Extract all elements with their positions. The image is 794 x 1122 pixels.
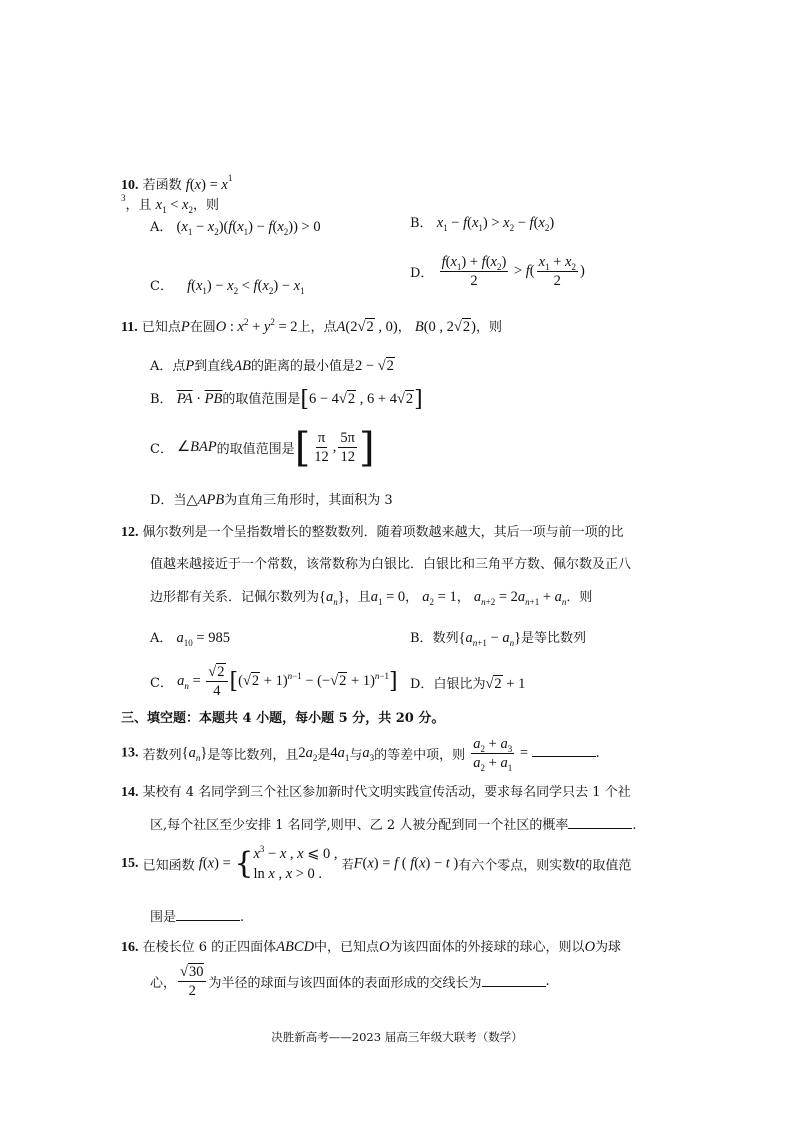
q12-option-d[interactable]: D．白银比为√2 + 1 bbox=[410, 676, 526, 692]
question-16-line2: 心， $\frac{√30}{2}$ 为半径的球面与该四面体的表面形成的交线长为 . bbox=[150, 964, 550, 999]
question-12-line1: 12. 佩尔数列是一个呈指数增长的整数数列．随着项数越来越大，其后一项与前一项的比 bbox=[121, 525, 624, 540]
q11-option-a[interactable]: A．点P到直线AB的距离的最小值是2 − √2 bbox=[150, 358, 394, 374]
question-number: 11. bbox=[121, 320, 138, 335]
question-number: 12. bbox=[121, 525, 139, 540]
answer-blank[interactable] bbox=[568, 817, 632, 829]
question-10-stem: 10. 若函数 $f(x) = x^{1 3}$，且 $x_1 < x_2$，则 bbox=[121, 173, 233, 215]
question-12-line2: 值越来越接近于一个常数，该常数称为白银比．白银比和三角平方数、佩尔数及正八 bbox=[150, 557, 632, 572]
answer-blank[interactable] bbox=[176, 909, 240, 921]
question-number: 13. bbox=[121, 745, 139, 761]
question-15: 15. 已知函数 $f(x) = \{x^3 - x$ , x ⩽ 0 , ln x , x > 0 . 若F(x) = f ( f(x) − t )有六个零点，则实数t的取值范 bbox=[121, 844, 632, 882]
question-number: 15. bbox=[121, 856, 139, 871]
section-3-title: 三、填空题：本题共 4 小题，每小题 5 分，共 20 分。 bbox=[121, 711, 445, 726]
question-15-line2: 围是 . bbox=[150, 910, 245, 925]
question-14-line2: 区,每个社区至少安排 1 名同学,则甲、乙 2 人被分配到同一个社区的概率 . bbox=[150, 818, 637, 833]
q12-option-a[interactable]: A． $a_{10} = 985$ bbox=[150, 630, 230, 648]
q10-option-b[interactable]: B． $x_1 - f(x_1) > x_2 - f(x_2)$ bbox=[410, 215, 555, 233]
q10-option-c[interactable]: C． $f(x_1) - x_2 < f(x_2) - x_1$ bbox=[150, 278, 305, 296]
question-11-stem: 11. 已知点P在圆O : $x^2 + y^2 = 2$上，点A(2√2 , 0)， B(0 , 2√2)，则 bbox=[121, 317, 502, 335]
q11-option-c[interactable]: C． ∠BAP的取值范围是[ $\frac{\pi}{12}$ , $\frac{5\pi}{12}$ ] bbox=[150, 424, 375, 471]
q11-option-b[interactable]: B． $\overline{PA} \cdot \overline{PB}$的取值范围是[6 − 4√2 , 6 + 4√2] bbox=[150, 386, 423, 412]
question-14-line1: 14. 某校有 4 名同学到三个社区参加新时代文明实践宣传活动，要求每名同学只去 1 个社 bbox=[121, 785, 631, 800]
question-number: 14. bbox=[121, 785, 139, 800]
q12-option-b[interactable]: B．数列$\{a_{n+1} - a_n\}$是等比数列 bbox=[410, 630, 587, 648]
question-16-line1: 16. 在棱长位 6 的正四面体ABCD中，已知点O为该四面体的外接球的球心，则以O为球 bbox=[121, 939, 622, 955]
answer-blank[interactable] bbox=[482, 975, 546, 987]
answer-blank[interactable] bbox=[532, 745, 596, 757]
question-12-line3: 边形都有关系．记佩尔数列为$\{a_n\}$，且$a_1 = 0$， $a_2 = 1$， $a_{n+2} = 2a_{n+1} + a_n$．则 bbox=[150, 589, 593, 607]
q11-option-d[interactable]: D．当△APB为直角三角形时，其面积为 3 bbox=[150, 492, 393, 508]
q10-option-d[interactable]: D． $\frac{f(x_1) + f(x_2)}{2}$ > f( $\frac{x_1 + x_2}{2}$ ) bbox=[410, 254, 585, 289]
q12-option-c[interactable]: C． $a_n$ = $\frac{√2}{4}$ $[(√2 + 1)^{n-1} - (-√2 + 1)^{n-1}]$ bbox=[150, 664, 398, 699]
q10-option-a[interactable]: A． $(x_1 - x_2)(f(x_1) - f(x_2)) > 0$ bbox=[150, 219, 321, 237]
question-number: 16. bbox=[121, 940, 139, 955]
page-footer: 决胜新高考——2023 届高三年级大联考（数学） bbox=[271, 1030, 523, 1044]
question-13: 13. 若数列$\{a_n\}$是等比数列，且$2a_2$是$4a_1$与$a_3$的等差中项，则 $\frac{a_2 + a_3}{a_2 + a_1}$ = . bbox=[121, 736, 600, 773]
question-number: 10. bbox=[121, 178, 139, 193]
